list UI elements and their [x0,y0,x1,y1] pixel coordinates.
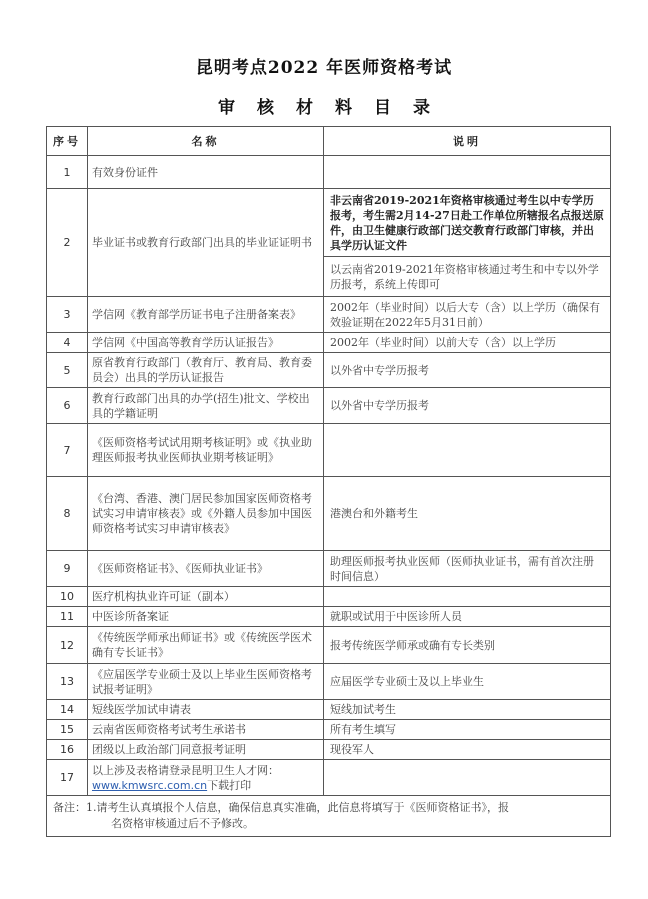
row-no: 7 [47,424,88,477]
table-row [47,720,611,740]
row-no: 15 [47,720,88,740]
row-desc [324,587,611,607]
row-name: 团级以上政治部门同意报考证明 [88,740,324,760]
note-row [47,796,611,837]
row-no: 1 [47,156,88,189]
row-no: 4 [47,333,88,353]
row-name: 教育行政部门出具的办学(招生)批文、学校出具的学籍证明 [88,388,324,424]
row-no: 10 [47,587,88,607]
row-no: 3 [47,297,88,333]
table-row [47,477,611,551]
row-name: 医疗机构执业许可证（副本） [88,587,324,607]
row-name: 有效身份证件 [88,156,324,189]
row-desc: 港澳台和外籍考生 [324,477,611,551]
row-desc [324,156,611,189]
row-name: 原省教育行政部门（教育厅、教育局、教育委员会）出具的学历认证报告 [88,353,324,388]
note-line-1: 备注：1.请考生认真填报个人信息，确保信息真实准确，此信息将填写于《医师资格证书》，报 [53,801,509,814]
row-no: 14 [47,700,88,720]
table-row [47,740,611,760]
row-name-text: 以上涉及表格请登录昆明卫生人才网： [92,763,279,777]
row-name: 《医师资格考试试用期考核证明》或《执业助理医师报考执业医师执业期考核证明》 [88,424,324,477]
row-name: 《传统医学师承出师证书》或《传统医学医术确有专长证书》 [88,627,324,664]
table-header-row [47,127,611,156]
row-desc-emphasis: 非云南省2019-2021年资格审核通过考生以中专学历报考，考生需2月14-27日赴工作单位所辖报名点报送原件，由卫生健康行政部门送交教育行政部门审核，并出具学历认证文件 [324,189,611,257]
row-desc: 助理医师报考执业医师（医师执业证书，需有首次注册时间信息） [324,551,611,587]
note-line-2: 名资格审核通过后不予修改。 [111,817,254,830]
row-name: 中医诊所备案证 [88,607,324,627]
header-name: 名称 [88,127,324,156]
table-row [47,353,611,388]
table-row [47,424,611,477]
table-row [47,297,611,333]
table-row [47,551,611,587]
header-desc: 说明 [324,127,611,156]
table-row [47,189,611,257]
page-title: 昆明考点2022 年医师资格考试 [195,58,453,78]
row-desc: 应届医学专业硕士及以上毕业生 [324,664,611,700]
row-desc: 以外省中专学历报考 [324,388,611,424]
row-no: 11 [47,607,88,627]
row-desc: 报考传统医学师承或确有专长类别 [324,627,611,664]
row-desc: 短线加试考生 [324,700,611,720]
row-desc: 2002年（毕业时间）以后大专（含）以上学历（确保有效验证期在2022年5月31日前） [324,297,611,333]
row-name: 短线医学加试申请表 [88,700,324,720]
row-desc [324,424,611,477]
row-desc: 就职或试用于中医诊所人员 [324,607,611,627]
row-name-suffix: 下载打印 [207,778,252,792]
row-no: 6 [47,388,88,424]
table-row [47,760,611,796]
row-no: 5 [47,353,88,388]
website-link[interactable]: www.kmwsrc.com.cn [92,778,208,792]
note-cell [47,796,611,837]
table-row [47,388,611,424]
row-name: 《医师资格证书》、《医师执业证书》 [88,551,324,587]
row-no: 9 [47,551,88,587]
row-name: 学信网《教育部学历证书电子注册备案表》 [88,297,324,333]
row-desc: 以云南省2019-2021年资格审核通过考生和中专以外学历报考，系统上传即可 [324,257,611,297]
table-row [47,664,611,700]
row-name: 毕业证书或教育行政部门出具的毕业证证明书 [88,189,324,297]
row-no: 13 [47,664,88,700]
page-subtitle: 审核材料目录 [218,98,452,118]
row-no: 2 [47,189,88,297]
row-name: 《台湾、香港、澳门居民参加国家医师资格考试实习申请审核表》或《外籍人员参加中国医师资格考试实习申请审核表》 [88,477,324,551]
row-desc: 现役军人 [324,740,611,760]
row-desc [324,760,611,796]
row-name [88,760,324,796]
row-desc: 所有考生填写 [324,720,611,740]
row-name: 学信网《中国高等教育学历认证报告》 [88,333,324,353]
header-no: 序号 [47,127,88,156]
table-row [47,333,611,353]
table-row [47,156,611,189]
row-desc: 2002年（毕业时间）以前大专（含）以上学历 [324,333,611,353]
row-name: 云南省医师资格考试考生承诺书 [88,720,324,740]
row-no: 16 [47,740,88,760]
table-row [47,587,611,607]
row-name: 《应届医学专业硕士及以上毕业生医师资格考试报考证明》 [88,664,324,700]
row-no: 8 [47,477,88,551]
table-row [47,607,611,627]
table-row [47,700,611,720]
row-desc: 以外省中专学历报考 [324,353,611,388]
table-row [47,627,611,664]
row-no: 12 [47,627,88,664]
row-no: 17 [47,760,88,796]
materials-table [46,126,611,837]
